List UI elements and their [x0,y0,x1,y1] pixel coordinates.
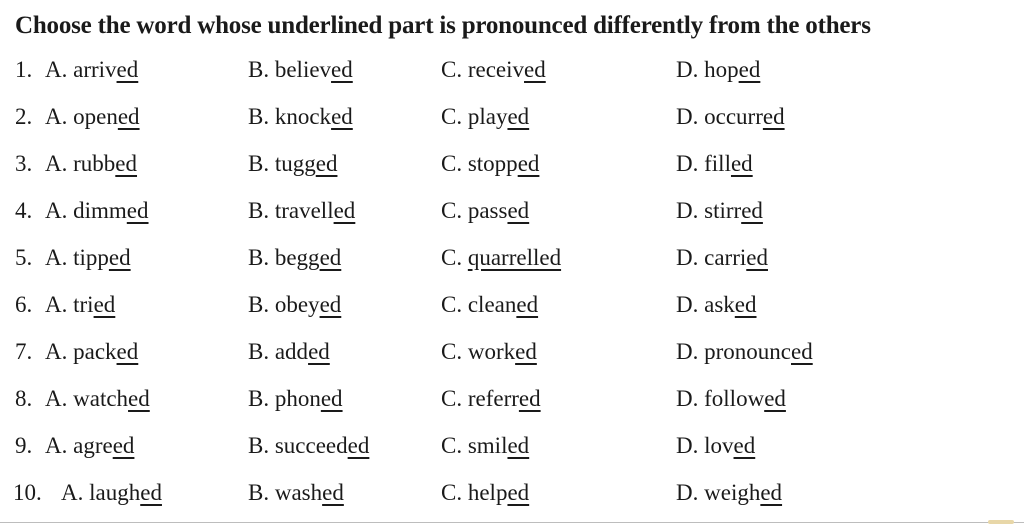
option-letter: C. [441,339,463,364]
option-word-stem: fill [704,151,731,176]
answer-option-b [248,104,353,130]
answer-option-a [45,198,149,224]
question-number: 5. [15,245,33,270]
option-letter: D. [676,292,699,317]
underlined-part: ed [128,386,150,411]
option-word-stem: play [467,104,508,129]
answer-option-a [45,151,137,177]
option-letter: A. [45,386,68,411]
answer-option-a [45,57,138,83]
option-word-stem: referr [467,386,519,411]
underlined-part: ed [117,104,140,129]
option-word-stem: tugg [274,151,316,176]
question-row [0,151,1024,191]
underlined-part: ed [115,151,138,176]
answer-option-d [676,104,785,130]
option-letter: D. [676,198,699,223]
answer-option-b [248,480,344,506]
answer-option-c [441,198,529,224]
answer-option-a [45,292,115,318]
option-word-stem: help [467,480,508,505]
option-letter: A. [45,151,68,176]
option-word-stem: laugh [89,480,141,505]
option-letter: D. [676,151,699,176]
option-word-stem: pass [467,198,508,223]
underlined-part: ed [347,433,370,458]
underlined-part: ed [116,339,139,364]
option-letter: C. [441,386,463,411]
option-word-stem: watch [73,386,129,411]
answer-option-b [248,57,353,83]
answer-option-b [248,245,341,271]
answer-option-d [676,245,768,271]
option-word-stem: believ [274,57,332,82]
option-word-stem: occurr [704,104,763,129]
answer-option-b [248,339,330,365]
underlined-part: ed [764,386,786,411]
option-word-stem: stirr [704,198,742,223]
answer-option-c [441,245,561,271]
answer-option-d [676,339,813,365]
option-letter: B. [248,245,270,270]
option-word-stem: phon [274,386,321,411]
answer-option-a [45,386,150,412]
answer-option-a [45,339,138,365]
option-word-stem: pack [73,339,117,364]
bottom-divider [0,522,1024,523]
option-letter: B. [248,57,270,82]
exercise-heading: Choose the word whose underlined part is pronounced differently from the others [15,12,871,39]
answer-option-c [441,292,538,318]
question-number: 9. [15,433,33,458]
option-word-stem: hop [704,57,739,82]
option-letter: A. [61,480,84,505]
option-letter: A. [45,104,68,129]
option-letter: D. [676,57,699,82]
answer-option-d [676,480,782,506]
option-letter: D. [676,386,699,411]
underlined-part: ed [308,339,330,364]
question-number: 1. [15,57,33,82]
underlined-part: ed [734,292,757,317]
option-letter: D. [676,245,699,270]
question-row [0,198,1024,238]
underlined-part: ed [791,339,813,364]
answer-option-c [441,151,539,177]
option-word-stem: lov [704,433,734,458]
option-letter: D. [676,339,699,364]
option-word-stem: follow [704,386,765,411]
question-number: 4. [15,198,33,223]
answer-option-c [441,57,546,83]
underlined-part: ed [116,57,139,82]
option-word-stem: travell [274,198,334,223]
question-row [0,433,1024,473]
underlined-part: ed [762,104,785,129]
option-word-stem: wash [274,480,323,505]
option-letter: C. [441,104,463,129]
underlined-part: ed [760,480,783,505]
question-number: 3. [15,151,33,176]
option-word-stem: begg [274,245,320,270]
option-word-stem: add [274,339,309,364]
option-word-stem: tri [73,292,94,317]
underlined-part: ed [320,386,343,411]
option-word-stem: stopp [467,151,518,176]
option-word-stem: rubb [73,151,116,176]
option-letter: A. [45,292,68,317]
underlined-part: ed [319,245,342,270]
answer-option-c [441,339,537,365]
option-letter: A. [45,433,68,458]
option-letter: C. [441,480,463,505]
question-row [0,104,1024,144]
option-letter: C. [441,57,463,82]
option-word-stem: weigh [704,480,761,505]
question-number: 6. [15,292,33,317]
underlined-part: ed [315,151,338,176]
option-letter: C. [441,292,463,317]
option-word-stem: tipp [73,245,109,270]
underlined-part: ed [524,57,546,82]
option-letter: C. [441,198,463,223]
underlined-part: ed [741,198,763,223]
underlined-part: ed [517,151,540,176]
option-word-stem: open [73,104,118,129]
option-word-stem: pronounc [704,339,791,364]
underlined-part: ed [93,292,116,317]
underlined-part: ed [322,480,344,505]
underlined-part: ed [331,57,353,82]
option-word-stem: clean [467,292,517,317]
underlined-part: ed [331,104,353,129]
question-number: 10. [13,480,42,505]
answer-option-a [61,480,162,506]
option-letter: D. [676,433,699,458]
answer-option-b [248,151,337,177]
answer-option-c [441,433,529,459]
question-number: 7. [15,339,33,364]
underlined-part: ed [515,339,537,364]
answer-option-d [676,292,757,318]
answer-option-d [676,386,786,412]
underlined-part: ed [108,245,131,270]
option-word-stem: carri [704,245,747,270]
option-letter: C. [441,245,463,270]
answer-option-b [248,433,369,459]
option-letter: B. [248,104,270,129]
option-letter: D. [676,480,699,505]
answer-option-d [676,433,755,459]
option-word-stem: knock [274,104,332,129]
option-letter: B. [248,339,270,364]
question-row [0,57,1024,97]
answer-option-d [676,151,753,177]
underlined-part: ed [738,57,761,82]
answer-option-a [45,433,134,459]
underlined-part: ed [140,480,162,505]
option-word-stem: dimm [73,198,127,223]
question-row [0,292,1024,332]
answer-option-c [441,386,541,412]
option-word-stem: agre [73,433,113,458]
underlined-part: ed [112,433,135,458]
option-word-stem: succeed [274,433,348,458]
question-row [0,480,1024,520]
option-letter: A. [45,198,68,223]
underlined-part: ed [516,292,539,317]
question-row [0,386,1024,426]
underlined-part: ed [507,198,530,223]
underlined-part: ed [507,433,530,458]
underlined-part: ed [319,292,342,317]
option-letter: D. [676,104,699,129]
option-letter: B. [248,198,270,223]
answer-option-b [248,198,355,224]
underlined-part: ed [507,480,530,505]
option-letter: B. [248,386,270,411]
underlined-part: ed [333,198,356,223]
question-row [0,245,1024,285]
question-row [0,339,1024,379]
question-number: 2. [15,104,33,129]
underlined-part: ed [507,104,530,129]
option-word-stem: arriv [73,57,117,82]
underlined-part: ed [518,386,541,411]
answer-option-d [676,198,763,224]
underlined-part: ed [733,433,756,458]
option-word-stem: receiv [467,57,525,82]
answer-option-c [441,104,529,130]
answer-option-b [248,292,341,318]
option-letter: C. [441,151,463,176]
option-word-stem: ask [704,292,735,317]
question-number: 8. [15,386,33,411]
option-letter: A. [45,339,68,364]
option-word-stem: work [467,339,516,364]
answer-option-a [45,104,140,130]
answer-option-d [676,57,760,83]
option-letter: B. [248,480,270,505]
answer-option-b [248,386,343,412]
option-word-stem: smil [467,433,508,458]
option-letter: A. [45,245,68,270]
underlined-part: quarrelled [467,245,562,270]
answer-option-c [441,480,529,506]
option-word-stem: obey [274,292,320,317]
underlined-part: ed [126,198,149,223]
option-letter: B. [248,433,270,458]
option-letter: B. [248,292,270,317]
option-letter: A. [45,57,68,82]
option-letter: B. [248,151,270,176]
option-letter: C. [441,433,463,458]
corner-mark [988,520,1014,524]
answer-option-a [45,245,131,271]
underlined-part: ed [746,245,768,270]
underlined-part: ed [730,151,753,176]
